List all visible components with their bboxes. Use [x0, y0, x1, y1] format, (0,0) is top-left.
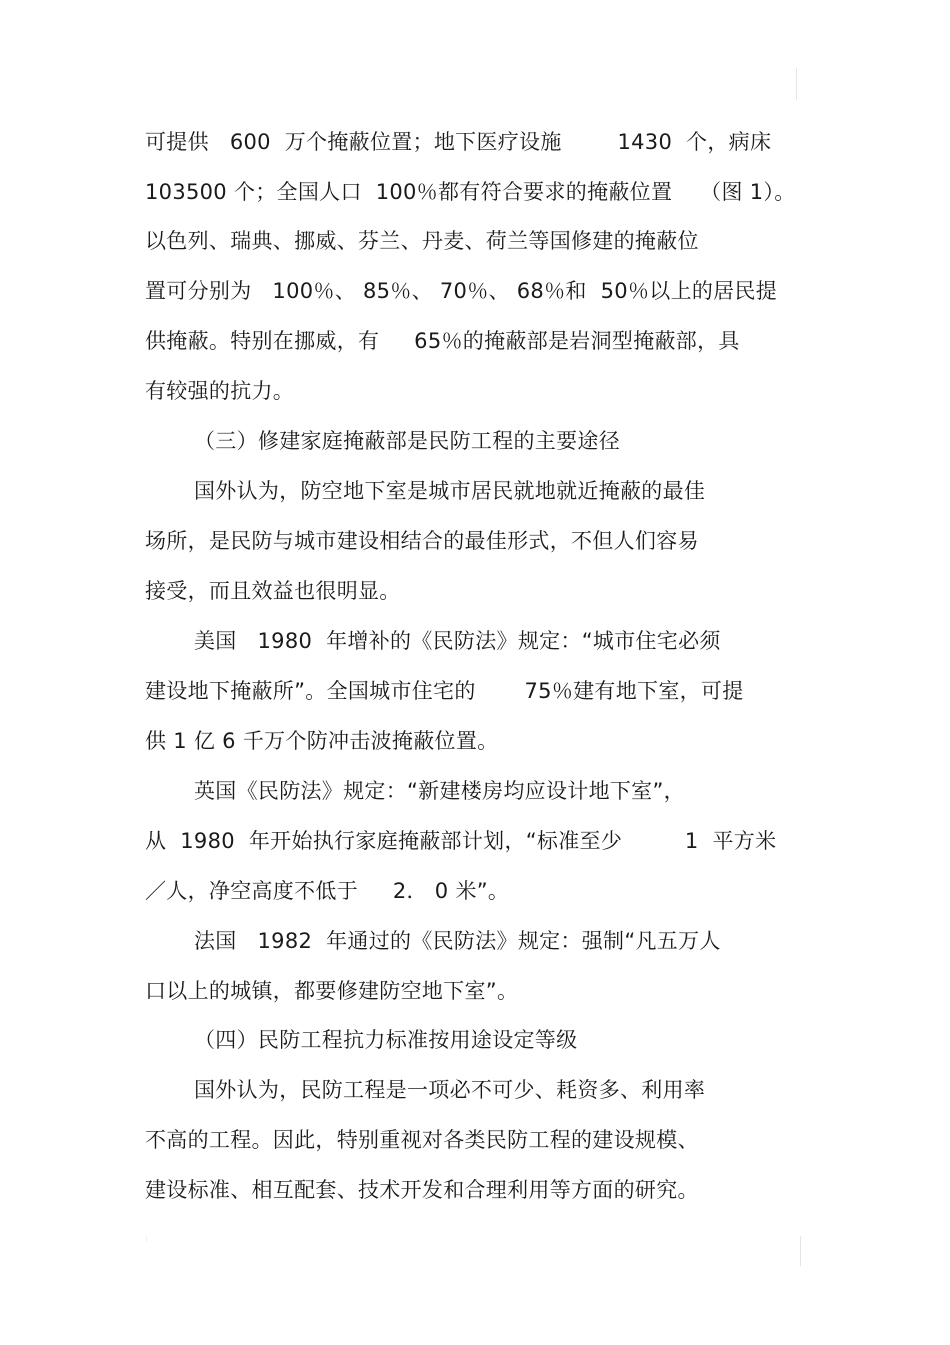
text-line: 有较强的抗力。 — [145, 379, 295, 403]
text-line: 以色列、瑞典、挪威、芬兰、丹麦、荷兰等国修建的掩蔽位 — [145, 229, 699, 253]
text-line: 美国 1980 年增补的《民防法》规定：“城市住宅必须 — [194, 629, 721, 653]
text-line: 从 1980 年开始执行家庭掩蔽部计划，“标准至少 1 平方米 — [145, 829, 777, 853]
text-line: 建设地下掩蔽所”。全国城市住宅的 75％建有地下室，可提 — [145, 679, 744, 703]
text-line: 国外认为，民防工程是一项必不可少、耗资多、利用率 — [194, 1078, 706, 1102]
text-line: 置可分别为 100％、 85％、 70％、 68％和 50％以上的居民提 — [145, 279, 778, 303]
text-line: 场所，是民防与城市建设相结合的最佳形式，不但人们容易 — [145, 529, 699, 553]
text-line: 不高的工程。因此，特别重视对各类民防工程的建设规模、 — [145, 1128, 699, 1152]
text-line: 供掩蔽。特别在挪威，有 65％的掩蔽部是岩洞型掩蔽部，具 — [145, 329, 740, 353]
text-line: 供 1 亿 6 千万个防冲击波掩蔽位置。 — [145, 729, 499, 753]
section-heading: （三）修建家庭掩蔽部是民防工程的主要途径 — [194, 429, 620, 453]
text-line: 法国 1982 年通过的《民防法》规定：强制“凡五万人 — [194, 929, 721, 953]
text-line: 建设标准、相互配套、技术开发和合理利用等方面的研究。 — [145, 1178, 699, 1202]
text-line: 国外认为，防空地下室是城市居民就地就近掩蔽的最佳 — [194, 479, 706, 503]
section-heading: （四）民防工程抗力标准按用途设定等级 — [194, 1028, 578, 1052]
page-margin-mark — [800, 1236, 801, 1266]
text-line: 103500 个；全国人口 100％都有符合要求的掩蔽位置 （图 1）。 — [145, 180, 796, 204]
text-line: 可提供 600 万个掩蔽位置；地下医疗设施 1430 个，病床 — [145, 130, 772, 154]
text-line: 口以上的城镇，都要修建防空地下室”。 — [145, 979, 519, 1003]
page-margin-mark — [796, 68, 797, 100]
text-line: ／人，净空高度不低于 2． 0 米”。 — [145, 879, 510, 903]
text-line: 接受，而且效益也很明显。 — [145, 579, 401, 603]
text-line: 英国《民防法》规定：“新建楼房均应设计地下室”， — [194, 779, 685, 803]
page-margin-mark — [146, 1236, 147, 1242]
